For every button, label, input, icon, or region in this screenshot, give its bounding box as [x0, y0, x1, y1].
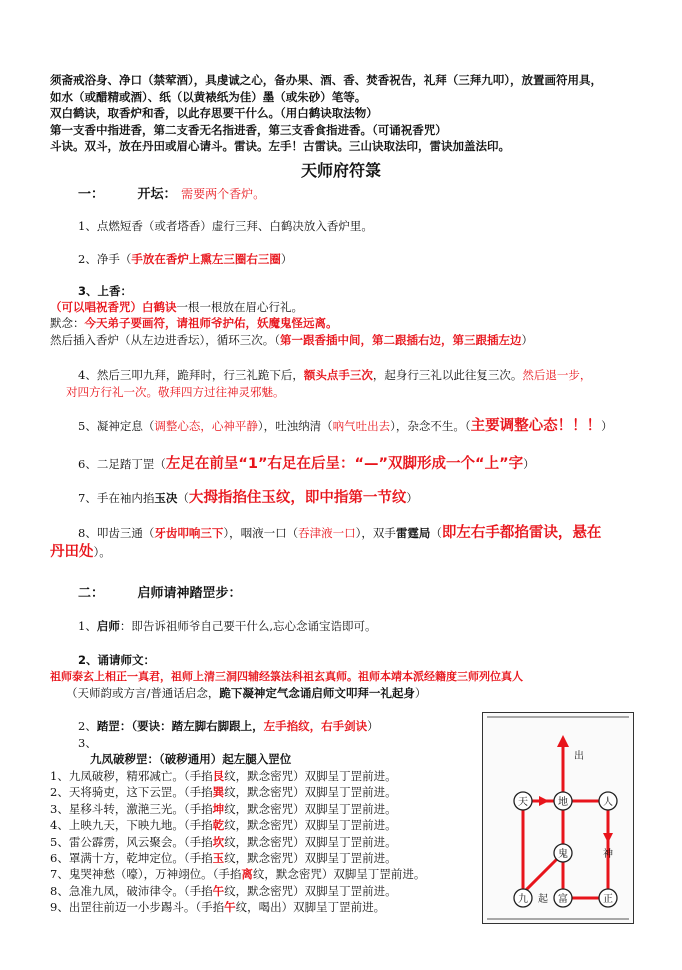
step-emphasis: 大拇指掐住玉纹，即中指第一节纹: [188, 490, 407, 506]
step-text: 纹，默念密咒）双脚呈丁罡前进。: [224, 883, 397, 898]
step-text: 7、手在袖内掐: [78, 491, 155, 505]
step-text: 纹，默念密咒）双脚呈丁罡前进。: [224, 851, 397, 866]
step-text: 2、: [78, 719, 97, 733]
section-heading-2: [78, 582, 242, 601]
step-highlight: 手放在香炉上熏左三圈右三圈: [131, 252, 281, 266]
step-text: 2、诵请师文：: [78, 653, 156, 667]
step-highlight: 祖师泰玄上相正一真君，祖师上清三洞四辅经箓法科祖玄真师。祖师本靖本派经籍度三师列位真人: [50, 670, 523, 683]
step-emphasis: 左足在前呈“1”右足在后呈：“—”双脚形成一个“上”字: [165, 456, 524, 472]
step-text: 3、上香：: [78, 284, 133, 298]
step-detail: [50, 669, 670, 685]
step-list-item: [50, 866, 480, 882]
step-list-item: [50, 768, 480, 784]
trigram-highlight: 午: [212, 883, 225, 898]
step-highlight: 然后退一步，: [522, 368, 592, 382]
step-highlight: 额头点手三次: [303, 368, 373, 382]
step-text: ），杂念不生。（: [390, 419, 471, 433]
step-text: 5、雷公霹雳，风云聚会。（手掐: [50, 834, 213, 849]
step-emphasis: 即左右手都掐雷诀，悬在: [441, 525, 602, 541]
step-list-item: [50, 850, 480, 866]
step-bold: 雷霆局: [395, 526, 431, 540]
step-text: 一根一根放在眉心行礼。: [176, 300, 303, 314]
sub-heading-text: 九凤破秽罡：（破秽通用）: [90, 752, 223, 766]
sub-heading: [90, 751, 470, 768]
step-text: 纹，默念密咒）双脚呈丁罡前进。: [224, 769, 397, 783]
step-text: 8、叩齿三通（: [78, 526, 155, 540]
section-label: 开坛：: [137, 187, 177, 202]
section-label: 启师请神踏罡步：: [137, 586, 242, 601]
step-list-item: [50, 899, 480, 915]
step-item: [78, 283, 668, 300]
step-detail: [50, 315, 670, 331]
step-text: 2、天将骑吏，这下云罡。（手掐: [50, 785, 213, 800]
step-text: 6、罩满十方，乾坤定位。（手掐: [50, 851, 213, 866]
step-detail: [50, 299, 670, 315]
step-list-item: [50, 834, 480, 850]
step-detail: [66, 384, 682, 400]
diagram-label: 起: [538, 894, 548, 905]
section-number: 一：: [78, 187, 105, 202]
step-text: 纹，默念密咒）双脚呈丁罡前进。: [224, 818, 397, 833]
step-highlight: 左手掐纹，右手剑诀: [263, 719, 368, 733]
step-text: 纹，默念密咒）双脚呈丁罡前进。: [224, 801, 397, 816]
trigram-highlight: 玉: [212, 851, 225, 866]
step-list-item: [50, 817, 480, 833]
step-highlight: 吶气吐出去: [332, 419, 391, 433]
step-text: 纹，默念密咒）双脚呈丁罡前进。: [224, 834, 397, 849]
step-list: [50, 768, 480, 916]
diagram-svg: [483, 713, 633, 923]
step-text: ）: [280, 252, 293, 266]
step-text: ），吐浊纳清（: [257, 419, 333, 433]
step-text: 2、净手（: [78, 252, 132, 266]
step-item: [78, 251, 668, 268]
diagram-label: 出: [574, 751, 584, 762]
step-text: 1、九凤破秽，精邪减亡。（手掐: [50, 769, 213, 783]
step-text: ：即告诉祖师爷自己要干什么,忘心念诵宝诰即可。: [119, 619, 377, 633]
diagram-label: 九: [518, 894, 528, 905]
step-item: [78, 618, 668, 635]
step-text: 5、凝神定息（: [78, 419, 155, 433]
intro-line: 须斋戒浴身、净口（禁荤酒），具虔诚之心，备办果、酒、香、焚香祝告，礼拜（三拜九叩），放置画符用具，: [50, 73, 602, 87]
step-text: ）: [523, 457, 535, 471]
page-title: 天师府符箓: [300, 161, 381, 180]
step-text: ）: [414, 686, 427, 700]
step-text: 3、: [78, 736, 97, 750]
step-text: 纹，默念密咒）双脚呈丁罡前进。: [224, 785, 397, 800]
diagram-label: 人: [603, 797, 613, 808]
step-text: 3、星移斗转，激滟三光。（手掐: [50, 801, 213, 816]
step-text: 8、急准九凤，破沛律令。（手掐: [50, 883, 213, 898]
step-text: 1、点燃短香（或者塔香）虚行三拜、白鹤决放入香炉里。: [78, 219, 373, 233]
step-bold: 启师: [96, 619, 120, 633]
trigram-highlight: 午: [224, 900, 236, 915]
step-text: 然后插入香炉（从左边进香坛），循环三次。（: [50, 333, 280, 347]
diagram-label: 鬼: [558, 849, 568, 860]
step-highlight: 对四方行礼一次。敬拜四方过往神灵邪魅。: [66, 385, 285, 399]
step-text: （天师韵或方言/普通话启念，: [66, 686, 220, 700]
diagram-label: 正: [603, 894, 613, 905]
step-text: ）: [521, 333, 533, 347]
step-highlight: 第一跟香插中间，第二跟插右边，第三跟插左边: [280, 333, 522, 347]
step-item: [78, 735, 478, 752]
step-text: 6、二足踏丁罡（: [78, 457, 166, 471]
trigram-highlight: 坎: [212, 834, 225, 849]
trigram-highlight: 乾: [212, 818, 225, 833]
step-highlight: 调整心态，心神平静: [154, 419, 258, 433]
step-bold: 踏罡：（要诀：踏左脚右脚跟上，: [96, 719, 264, 733]
sub-heading-text: 起左腿入罡位: [222, 752, 292, 766]
step-item: [78, 652, 668, 669]
section-number: 二：: [78, 586, 105, 601]
step-text: ，起身行三礼以此往复三次。: [372, 368, 523, 382]
trigram-highlight: 巽: [212, 785, 225, 800]
step-item: [78, 456, 668, 473]
step-text: 纹，默念密咒）双脚呈丁罡前进。: [252, 867, 426, 882]
step-list-item: [50, 784, 480, 800]
diagram-label: 天: [518, 797, 528, 808]
step-highlight: （可以唱祝香咒）白鹤诀: [50, 300, 177, 314]
step-item: [78, 218, 668, 235]
trigram-highlight: 坤: [212, 801, 225, 816]
step-highlight: 今天弟子要画符，请祖师爷护佑，妖魔鬼怪远离。: [84, 316, 338, 330]
step-text: ）。: [93, 545, 111, 559]
trigram-highlight: 艮: [212, 769, 225, 783]
step-text: （: [177, 491, 189, 505]
step-detail: [50, 544, 670, 560]
step-text: 4、然后三叩九拜，跪拜时，行三礼跪下后，: [78, 368, 304, 382]
step-text: （: [430, 526, 442, 540]
step-text: 1、: [78, 619, 97, 633]
step-text: ）: [406, 491, 418, 505]
trigram-highlight: 离: [241, 867, 253, 882]
step-detail: [50, 332, 670, 348]
step-bold: 玉决: [154, 491, 178, 505]
intro-line: 第一支香中指进香，第二支香无名指进香，第三支香食指进香。（可诵祝香咒）: [50, 122, 447, 137]
step-highlight: 吞津液一口: [298, 526, 356, 540]
step-item: [78, 418, 668, 435]
intro-block: [50, 72, 662, 155]
step-item: [78, 367, 668, 384]
step-text: ），咽液一口（: [223, 526, 299, 540]
step-list-item: [50, 883, 480, 899]
step-list-item: [50, 801, 480, 817]
step-text: ），双手: [355, 526, 396, 540]
step-text: ）: [601, 419, 613, 433]
step-text: 7、鬼哭神愁（嚎），万神翊位。（手掐: [50, 867, 242, 882]
step-item: [78, 525, 668, 542]
diagram-label: 地: [558, 797, 568, 808]
step-detail: [66, 685, 682, 701]
step-item: [78, 718, 478, 735]
intro-line: 如水（或醋精或酒）、纸（以黄裱纸为佳）墨（或朱砂）笔等。: [50, 89, 367, 104]
step-emphasis: 主要调整心态！！！: [470, 418, 602, 434]
bugang-diagram: [482, 712, 634, 924]
step-bold: 跪下凝神定气念诵启师文叩拜一礼起身: [219, 686, 415, 700]
intro-line: 双白鹤诀，取香炉和香，以此存思要干什么。（用白鹤诀取法物）: [50, 106, 378, 120]
step-text: 9、出罡往前迈一小步踢斗。（手掐: [50, 900, 225, 915]
diagram-label: 神: [603, 849, 613, 860]
step-emphasis: 丹田处: [50, 544, 94, 560]
step-text: 纹，喝出）双脚呈丁罡前进。: [235, 900, 386, 915]
step-text: 默念：: [50, 316, 85, 330]
section-note: 需要两个香炉。: [181, 187, 266, 201]
diagram-label: 富: [558, 894, 568, 905]
step-text: 4、上映九天，下映九地。（手掐: [50, 818, 213, 833]
intro-line: 斗诀。双斗，放在丹田或眉心请斗。雷诀。左手！古雷诀。三山诀取法印，雷诀加盖法印。: [50, 139, 510, 153]
section-heading-1: [78, 183, 265, 202]
step-text: ）: [367, 719, 379, 733]
step-item: [78, 490, 668, 507]
step-highlight: 牙齿叩响三下: [154, 526, 224, 540]
